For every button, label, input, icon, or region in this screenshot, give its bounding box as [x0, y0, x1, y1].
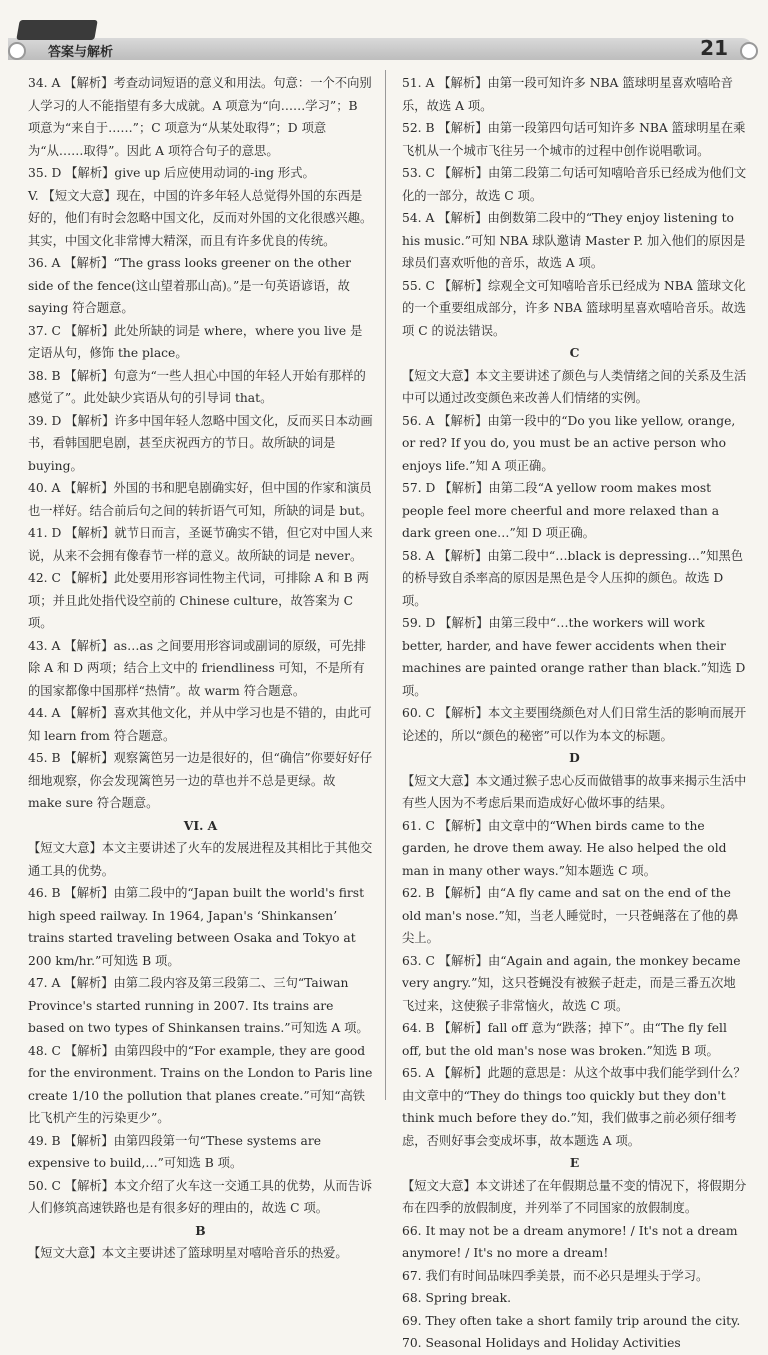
answer-item: 50. C 【解析】本文介绍了火车这一交通工具的优势，从而告诉人们修筑高速铁路也是有很多好的理由的，故选 C 项。 [28, 1178, 373, 1215]
answer-item: 47. A 【解析】由第二段内容及第三段第二、三句“Taiwan Province's started running in 2007. Its trains are based on two types of Shinkansen trains.”可知选 A 项。 [28, 976, 369, 1035]
series-tab [16, 20, 98, 40]
answer-item: V. 【短文大意】现在，中国的许多年轻人总觉得外国的东西是好的，他们有时会忽略中国文化，反而对外国的文化很感兴趣。其实，中国文化非常博大精深，而且有许多优良的传统。 [28, 188, 373, 248]
answer-item: 42. C 【解析】此处要用形容词性物主代词，可排除 A 和 B 两项；并且此处指代设空前的 Chinese culture，故答案为 C 项。 [28, 571, 369, 630]
answer-item: 54. A 【解析】由倒数第二段中的“They enjoy listening to his music.”可知 NBA 球队邀请 Master P. 加入他们的原因是球员们喜欢听他的音乐，故选 A 项。 [402, 211, 746, 270]
answer-item: 43. A 【解析】as…as 之间要用形容词或副词的原级，可先排除 A 和 D 两项；结合上文中的 friendliness 可知，不是所有的国家都像中国那样“热情”。故 warm 符合题意。 [28, 638, 366, 698]
header-left-dot [8, 42, 26, 60]
answer-item: 51. A 【解析】由第一段可知许多 NBA 篮球明星喜欢嘻哈音乐，故选 A 项。 [402, 76, 733, 113]
left-column [28, 72, 373, 1265]
answer-item: 60. C 【解析】本文主要围绕颜色对人们日常生活的影响而展开论述的，所以“颜色的秘密”可以作为本文的标题。 [402, 706, 747, 743]
section-heading: VI. A [183, 817, 218, 833]
answer-item: 53. C 【解析】由第二段第二句话可知嘻哈音乐已经成为他们文化的一部分，故选 C 项。 [402, 166, 747, 203]
header-right-dot [740, 42, 758, 60]
answer-item: 63. C 【解析】由“Again and again, the monkey became very angry.”知，这只苍蝇没有被猴子赶走，而是三番五次地飞过来，这使猴子非常恼火，故选 C 项。 [402, 953, 741, 1013]
answer-item: 62. B 【解析】由“A fly came and sat on the end of the old man's nose.”知，当老人睡觉时，一只苍蝇落在了他的鼻尖上。 [402, 886, 739, 945]
section-heading: C [569, 345, 580, 360]
right-column [402, 72, 747, 1355]
answer-item: 41. D 【解析】就节日而言，圣诞节确实不错，但它对中国人来说，从来不会拥有像春节一样的意义。故所缺的词是 never。 [28, 526, 373, 563]
answer-item: 【短文大意】本文通过猴子忠心反而做错事的故事来揭示生活中有些人因为不考虑后果而造成好心做坏事的结果。 [402, 773, 747, 810]
answer-item: 35. D 【解析】give up 后应使用动词的-ing 形式。 [28, 166, 315, 180]
answer-item: 70. Seasonal Holidays and Holiday Activities [402, 1336, 681, 1350]
answer-item: 52. B 【解析】由第一段第四句话可知许多 NBA 篮球明星在乘飞机从一个城市飞往另一个城市的过程中创作说唱歌词。 [402, 121, 746, 158]
answer-item: 59. D 【解析】由第三段中“…the workers will work better, harder, and have fewer accidents when their machines are painted orange rather than black.”知选 D 项。 [402, 616, 746, 698]
answer-item: 37. C 【解析】此处所缺的词是 where，where you live 是定语从句，修饰 the place。 [28, 323, 363, 360]
section-heading: B [195, 1222, 206, 1238]
header-title: 答案与解析 [48, 45, 114, 60]
answer-item: 39. D 【解析】许多中国年轻人忽略中国文化，反而买日本动画书，看韩国肥皂剧，甚至庆祝西方的节日。故所缺的词是 buying。 [28, 413, 373, 473]
answer-item: 57. D 【解析】由第二段“A yellow room makes most people feel more cheerful and more relaxed than a dark green one…”知 D 项正确。 [402, 481, 720, 540]
answer-item: 【短文大意】本文主要讲述了颜色与人类情绪之间的关系及生活中可以通过改变颜色来改善人们情绪的实例。 [402, 368, 747, 405]
answer-item: 56. A 【解析】由第一段中的“Do you like yellow, orange, or red? If you do, you must be an active person who enjoys life.”知 A 项正确。 [402, 413, 736, 473]
answer-item: 68. Spring break. [402, 1291, 511, 1305]
answer-item: 36. A 【解析】“The grass looks greener on the other side of the fence(这山望着那山高)。”是一句英语谚语，故 saying 符合题意。 [28, 256, 352, 315]
answer-item: 【短文大意】本文主要讲述了篮球明星对嘻哈音乐的热爱。 [28, 1246, 348, 1260]
answer-item: 58. A 【解析】由第二段中“…black is depressing…”知黑色的桥导致自杀率高的原因是黑色是令人压抑的颜色。故选 D 项。 [402, 548, 744, 608]
answer-item: 65. A 【解析】此题的意思是：从这个故事中我们能学到什么？由文章中的“They do things too quickly but they don't think much before they do.”知，我们做事之前必须仔细考虑，否则好事会变成坏事，故本题选 A 项。 [402, 1066, 746, 1148]
answer-item: 69. They often take a short family trip around the city. [402, 1313, 741, 1328]
answer-item: 【短文大意】本文讲述了在年假期总量不变的情况下，将假期分布在四季的放假制度，并列举了不同国家的放假制度。 [402, 1178, 747, 1215]
page-header [0, 0, 768, 60]
answer-item: 46. B 【解析】由第二段中的“Japan built the world's first high speed railway. In 1964, Japan's ‘Shinkansen’ trains started traveling between Osaka and Tokyo at 200 km/hr.”可知选 B 项。 [28, 886, 365, 968]
answer-item: 49. B 【解析】由第四段第一句“These systems are expensive to build,…”可知选 B 项。 [28, 1133, 322, 1170]
page-number: 21 [700, 36, 728, 60]
answer-item: 【短文大意】本文主要讲述了火车的发展进程及其相比于其他交通工具的优势。 [28, 841, 373, 878]
answer-item: 44. A 【解析】喜欢其他文化，并从中学习也是不错的，由此可知 learn from 符合题意。 [28, 706, 372, 743]
answer-item: 67. 我们有时间品味四季美景，而不必只是埋头于学习。 [402, 1268, 709, 1283]
answer-item: 38. B 【解析】句意为“一些人担心中国的年轻人开始有那样的感觉了”。此处缺少宾语从句的引导词 that。 [28, 368, 366, 405]
answer-item: 66. It may not be a dream anymore! / It's not a dream anymore! / It's no more a dream! [402, 1223, 738, 1260]
section-heading: E [569, 1155, 580, 1170]
answer-item: 61. C 【解析】由文章中的“When birds came to the garden, he drove them away. He also helped the old man in many other ways.”知本题选 C 项。 [402, 818, 727, 878]
answer-item: 64. B 【解析】fall off 意为“跌落；掉下”。由“The fly fell off, but the old man's nose was broken.”知选 B 项。 [402, 1021, 727, 1058]
answer-item: 55. C 【解析】综观全文可知嘻哈音乐已经成为 NBA 篮球文化的一个重要组成部分，许多 NBA 篮球明星喜欢嘻哈音乐。故选项 C 的说法错误。 [402, 278, 746, 338]
answer-item: 34. A 【解析】考查动词短语的意义和用法。句意：一个不向别人学习的人不能指望有多大成就。A 项意为“向……学习”；B 项意为“来自于……”；C 项意为“从某处取得”；D 项意为“从……取得”。因此 A 项符合句子的意思。 [28, 76, 372, 158]
column-divider [385, 70, 386, 1100]
header-band [8, 38, 753, 60]
answer-item: 48. C 【解析】由第四段中的“For example, they are good for the environment. Trains on the London to Paris line create 1/10 the pollution that planes create.”可知“高铁比飞机产生的污染更少”。 [28, 1043, 373, 1125]
answer-item: 45. B 【解析】观察篱笆另一边是很好的，但“确信”你要好好仔细地观察，你会发现篱笆另一边的草也并不总是更绿。故 make sure 符合题意。 [28, 751, 373, 810]
answer-item: 40. A 【解析】外国的书和肥皂剧确实好，但中国的作家和演员也一样好。结合前后句之间的转折语气可知，所缺的词是 but。 [28, 481, 373, 518]
section-heading: D [569, 750, 580, 765]
